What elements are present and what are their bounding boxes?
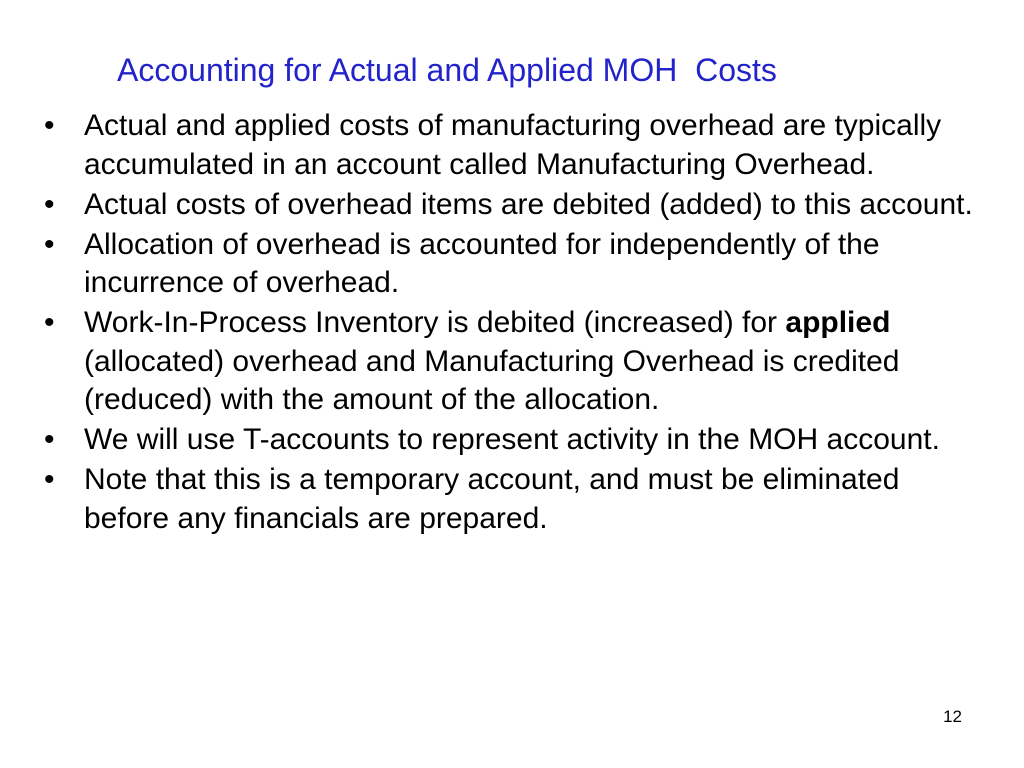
bullet-text: Actual costs of overhead items are debited (added) to this account. — [84, 187, 973, 221]
bullet-marker: • — [44, 227, 55, 261]
slide-title: Accounting for Actual and Applied MOH Costs — [117, 52, 777, 88]
bullet-item — [44, 186, 984, 225]
bullet-item — [44, 461, 984, 538]
bullet-marker: • — [44, 423, 55, 456]
page-number: 12 — [943, 707, 962, 726]
bullet-marker: • — [44, 187, 55, 221]
bullet-text-after: (allocated) overhead and Manufacturing Overhead is credited (reduced) with the amount of the allocation. — [84, 344, 900, 416]
bullet-text-before: Work-In-Process Inventory is debited (increased) for — [84, 306, 786, 339]
bullet-item — [44, 304, 984, 420]
bullet-marker: • — [44, 306, 55, 339]
bullet-item — [44, 421, 984, 460]
bullet-text: We will use T-accounts to represent activity in the MOH account. — [84, 423, 940, 456]
bullet-bold-term: applied — [785, 306, 891, 339]
bullet-text: Actual and applied costs of manufacturing overhead are typically accumulated in an account called Manufacturing Overhead. — [84, 109, 942, 181]
bullet-text: Allocation of overhead is accounted for independently of the incurrence of overhead. — [84, 227, 880, 299]
bullet-marker: • — [44, 463, 55, 496]
bullet-item — [44, 107, 984, 184]
bullet-item — [44, 226, 984, 303]
bullet-marker: • — [44, 109, 55, 142]
bullet-list — [44, 107, 984, 540]
bullet-text: Note that this is a temporary account, and must be eliminated before any financials are prepared. — [84, 463, 900, 535]
